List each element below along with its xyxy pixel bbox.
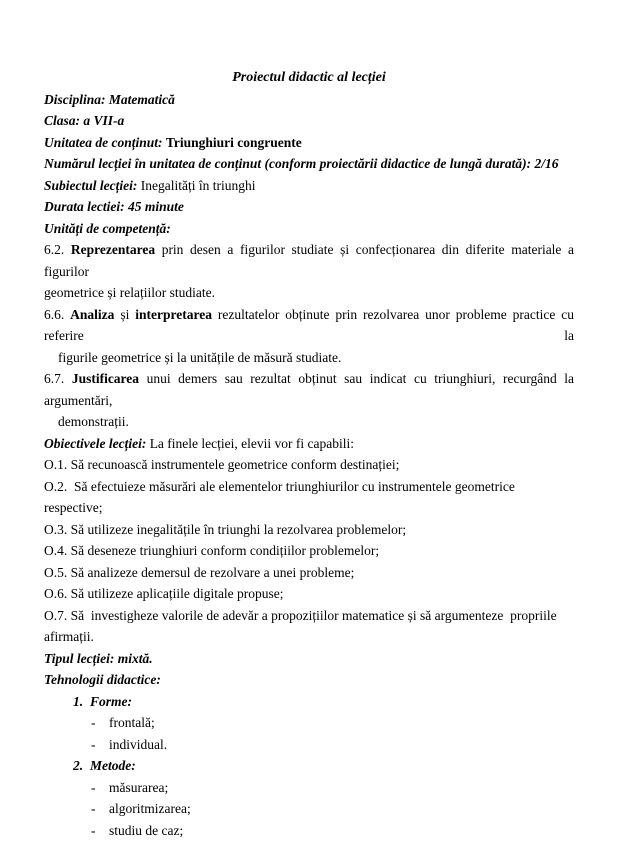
dash-bullet: - [91, 734, 109, 756]
obiectiv-o3: O.3. Să utilizeze inegalitățile în triunghi la rezolvarea problemelor; [44, 519, 574, 541]
meta-unitate-value: Triunghiuri congruente [166, 135, 302, 150]
meta-subiect-label: Subiectul lecției: [44, 178, 137, 193]
metode-label: Metode: [90, 758, 136, 773]
competenta-6-2-keyword: Reprezentarea [71, 242, 155, 257]
competenta-6-6-keyword2: interpretarea [135, 307, 212, 322]
obiectiv-o1: O.1. Să recunoască instrumentele geometrice conform destinației; [44, 454, 574, 476]
metode-number: 2. [73, 755, 90, 777]
forme-label: Forme: [90, 694, 132, 709]
meta-unitate [44, 132, 574, 154]
competenta-6-6-line2: figurile geometrice și la unitățile de măsură studiate. [44, 347, 574, 369]
forme-item-text: frontală; [109, 715, 155, 730]
competenta-6-7-line2: demonstrații. [44, 411, 574, 433]
forme-heading [44, 691, 574, 713]
competenta-6-7-line1 [44, 368, 574, 411]
competenta-6-7-text: unui demers sau rezultat obținut sau indicat cu triunghiuri, recurgând la argumentări, [44, 371, 574, 408]
meta-subiect-value: Inegalități în triunghi [141, 178, 256, 193]
competenta-6-2-text: prin desen a figurilor studiate și confecționarea din diferite materiale a figurilor [44, 242, 574, 279]
meta-disciplina: Disciplina: Matematică [44, 89, 574, 111]
metode-heading [44, 755, 574, 777]
competenta-6-6-text: rezultatelor obținute prin rezolvarea unor probleme practice cu referire la [44, 307, 574, 344]
obiective-heading [44, 433, 574, 455]
obiectiv-o2: O.2. Să efectuieze măsurări ale elementelor triunghiurilor cu instrumentele geometrice respective; [44, 476, 574, 519]
metode-item-algoritmizarea [44, 798, 574, 820]
competenta-6-2-num: 6.2. [44, 242, 64, 257]
tehnologii-heading: Tehnologii didactice: [44, 669, 574, 691]
forme-number: 1. [73, 691, 90, 713]
obiectiv-o7: O.7. Să investigheze valorile de adevăr a propozițiilor matematice și să argumenteze propriile afirmații. [44, 605, 574, 648]
dash-bullet: - [91, 798, 109, 820]
obiective-label: Obiectivele lecției: [44, 436, 146, 451]
meta-durata: Durata lectiei: 45 minute [44, 196, 574, 218]
metode-item-masurarea [44, 777, 574, 799]
competenta-6-6-mid: și [120, 307, 129, 322]
meta-subiect [44, 175, 574, 197]
competenta-6-2-line2: geometrice și relațiilor studiate. [44, 282, 574, 304]
meta-clasa: Clasa: a VII-a [44, 110, 574, 132]
dash-bullet: - [91, 777, 109, 799]
obiectiv-o6: O.6. Să utilizeze aplicațiile digitale propuse; [44, 583, 574, 605]
forme-item-frontala [44, 712, 574, 734]
meta-numar-lectie: Numărul lecției în unitatea de conținut (conform proiectării didactice de lungă durată): 2/16 [44, 153, 574, 175]
competenta-6-6-keyword1: Analiza [70, 307, 114, 322]
tip-lectie: Tipul lecției: mixtă. [44, 648, 574, 670]
competenta-6-6-line1 [44, 304, 574, 347]
competenta-6-7-keyword: Justificarea [72, 371, 139, 386]
metode-item-text: măsurarea; [109, 780, 168, 795]
meta-unitate-label: Unitatea de conținut: [44, 135, 163, 150]
competenta-6-2-line1 [44, 239, 574, 282]
metode-item-text: algoritmizarea; [109, 801, 191, 816]
dash-bullet: - [91, 712, 109, 734]
metode-item-studiu-de-caz [44, 820, 574, 841]
competenta-6-6-num: 6.6. [44, 307, 64, 322]
obiectiv-o5: O.5. Să analizeze demersul de rezolvare a unei probleme; [44, 562, 574, 584]
forme-item-text: individual. [109, 737, 167, 752]
obiectiv-o4: O.4. Să deseneze triunghiuri conform condițiilor problemelor; [44, 540, 574, 562]
document-title: Proiectul didactic al lecției [44, 67, 574, 89]
competenta-6-7-num: 6.7. [44, 371, 64, 386]
forme-item-individual [44, 734, 574, 756]
metode-item-text: studiu de caz; [109, 823, 183, 838]
dash-bullet: - [91, 820, 109, 841]
obiective-intro: La finele lecției, elevii vor fi capabili: [150, 436, 354, 451]
competente-heading: Unități de competență: [44, 218, 574, 240]
